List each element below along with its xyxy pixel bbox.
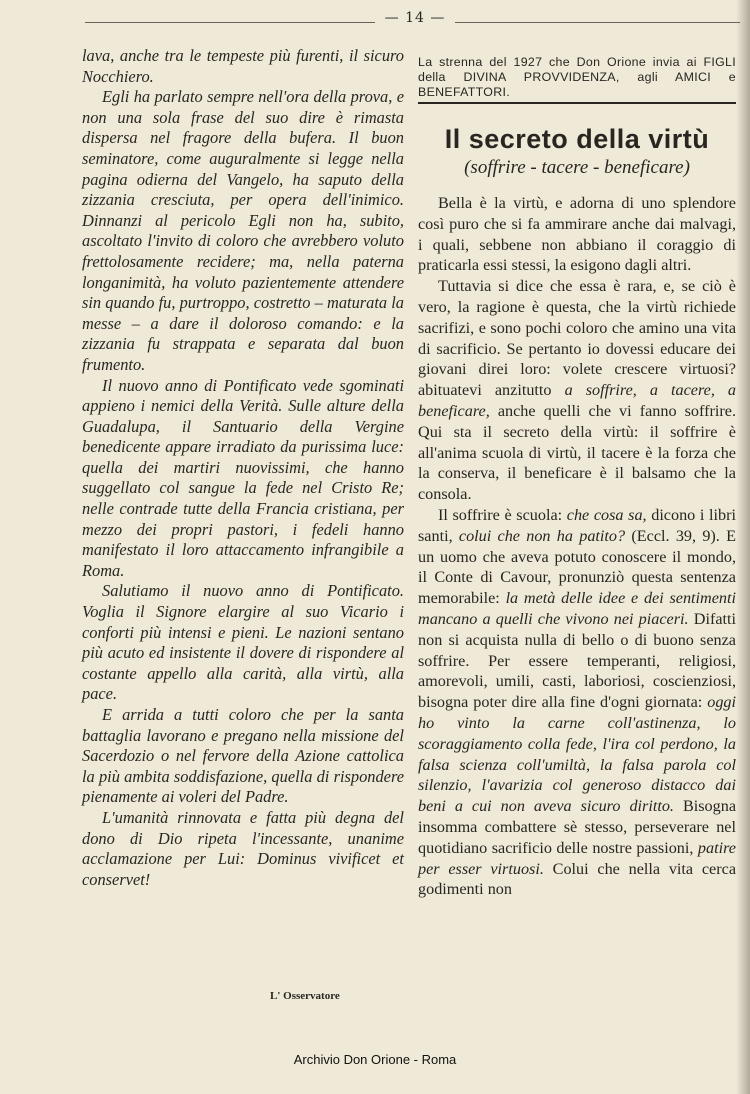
text-run: Colui che nella vita cerca godimenti non [418,859,737,899]
archive-footer: Archivio Don Orione - Roma [293,1052,457,1067]
text-run: Difatti non si acquista nulla di bello o di buono senza soffrire. Per essere temperanti, religiosi, amorevoli, umili, casti, laboriosi, coscienziosi, bisogna poter dire alla fine d'ogni giornata: [418,609,737,712]
emphasis-run: che cosa sa, [566,505,647,524]
article-title: Il secreto della virtù [444,124,710,154]
emphasis-run: a soffrire, a tacere, a beneficare, [418,381,737,420]
emphasis-run: patire per esser virtuosi. [418,838,736,878]
left-paragraph-3: Il nuovo anno di Pontificato vede sgominati appieno i nemici della Verità. Sulle alture della Guadalupa, il Santuario della Vergine benedicente appare irradiato da purissima luce: quella dei martiri nuovissimi, che hanno suggellato col sangue la fede nel Cristo Re; nelle contrade tutte della Francia cristiana, per mezzo dei propri pastori, i fedeli hanno manifestato il loro attaccamento infrangibile a Roma. [82,375,404,580]
left-column [82,46,404,890]
left-paragraph-4: Salutiamo il nuovo anno di Pontificato. Voglia il Signore elargire al suo Vicario i conforti più intensi e pieni. Le nazioni sentano più acuto ed insistente il dovere di rispondere al costante appello alla carità, alla virtù, alla pace. [82,581,404,704]
left-paragraph-1: lava, anche tra le tempeste più furenti, il sicuro Nocchiero. [82,46,404,86]
text-run: (Eccl. 39, 9). E un uomo che aveva potuto conoscere il mondo, il Conte di Cavour, pronunziò questa sentenza memorabile: [418,526,737,608]
text-run: Bisogna insomma combattere sè stesso, perseverare nel quotidiano sacrificio delle nostre passioni, [418,797,736,857]
page-edge-shadow [736,0,750,1094]
article-paragraph-1: Bella è la virtù, e adorna di uno splendore così puro che si fa ammirare anche dai malvagi, i quali, sebbene non abbiano il coraggio di praticarla essi stessi, la esigono dagli altri. [418,194,736,275]
text-run: dicono i libri santi, [418,505,736,545]
text-run: anche quelli che vi fanno soffrire. Qui sta il secreto della virtù: il soffrire è all'anima scuola di virtù, il tacere è la forza che la conserva, il beneficare è il balsamo che la consola. [418,401,736,504]
signature: L' Osservatore [270,990,340,1002]
text-run: Tuttavia si dice che essa è rara, e, se ciò è vero, la ragione è questa, che la virtù richiede sacrifizi, e sono pochi coloro che amino una vita di sacrificio. Se pertanto io dovessi educare dei giovani direi loro: volete crescere virtuosi? abituatevi anzitutto [418,277,736,400]
left-paragraph-2: Egli ha parlato sempre nell'ora della prova, e non una sola frase del suo dire è rimasta dispersa nel fragore della bufera. Il buon seminatore, come auguralmente si legge nella pagina odierna del Vangelo, ha saputo della zizzania cresciuta, per opera dell'inimico. Dinnanzi al pericolo Egli non ha, subito, ascoltato l'invito di coloro che avrebbero voluto frettolosamente recidere; ma, nella paterna longanimità, ha voluto pazientemente attendere sin quando fu, purtroppo, costretto – maturata la messe – a dare il doloroso comando: e la zizzania fu strappata e separata dal buon frumento. [82,87,404,374]
emphasis-run: oggi ho vinto la carne coll'astinenza, lo scoraggiamento colla fede, l'ira col perdono, la falsa scienza coll'umiltà, la falsa parola col silenzio, l'avarizia col generoso distacco dai beni a cui non aveva sicuro diritto. [418,693,737,816]
left-paragraph-6: L'umanità rinnovata e fatta più degna del dono di Dio ripeta l'incessante, unanime acclamazione per Lui: Dominus vivificet et conservet! [82,807,404,889]
header-rule-left [85,22,375,23]
left-paragraph-5: E arrida a tutti coloro che per la santa battaglia lavorano e pregano nella missione del Sacerdozio o nel fervore della Azione cattolica la più ambita soddisfazione, quella di rispondere pienamente ai voleri del Padre. [82,705,404,807]
article-paragraph-3 [418,505,736,900]
emphasis-run: la metà delle idee e dei sentimenti mancano a quelli che vivono nei piaceri. [418,589,736,628]
emphasis-run: colui che non ha patito? [458,526,626,545]
article-body [418,193,736,900]
right-column [418,55,736,900]
article-subtitle: (soffrire - tacere - beneficare) [464,157,690,178]
article-paragraph-2 [418,276,736,505]
strenna-note: La strenna del 1927 che Don Orione invia ai FIGLI della DIVINA PROVVIDENZA, agli AMICI e BENEFATTORI. [418,55,736,104]
page-number: — 14 — [384,10,446,26]
header-rule-right [455,22,740,23]
text-run: Il soffrire è scuola: [438,505,563,524]
